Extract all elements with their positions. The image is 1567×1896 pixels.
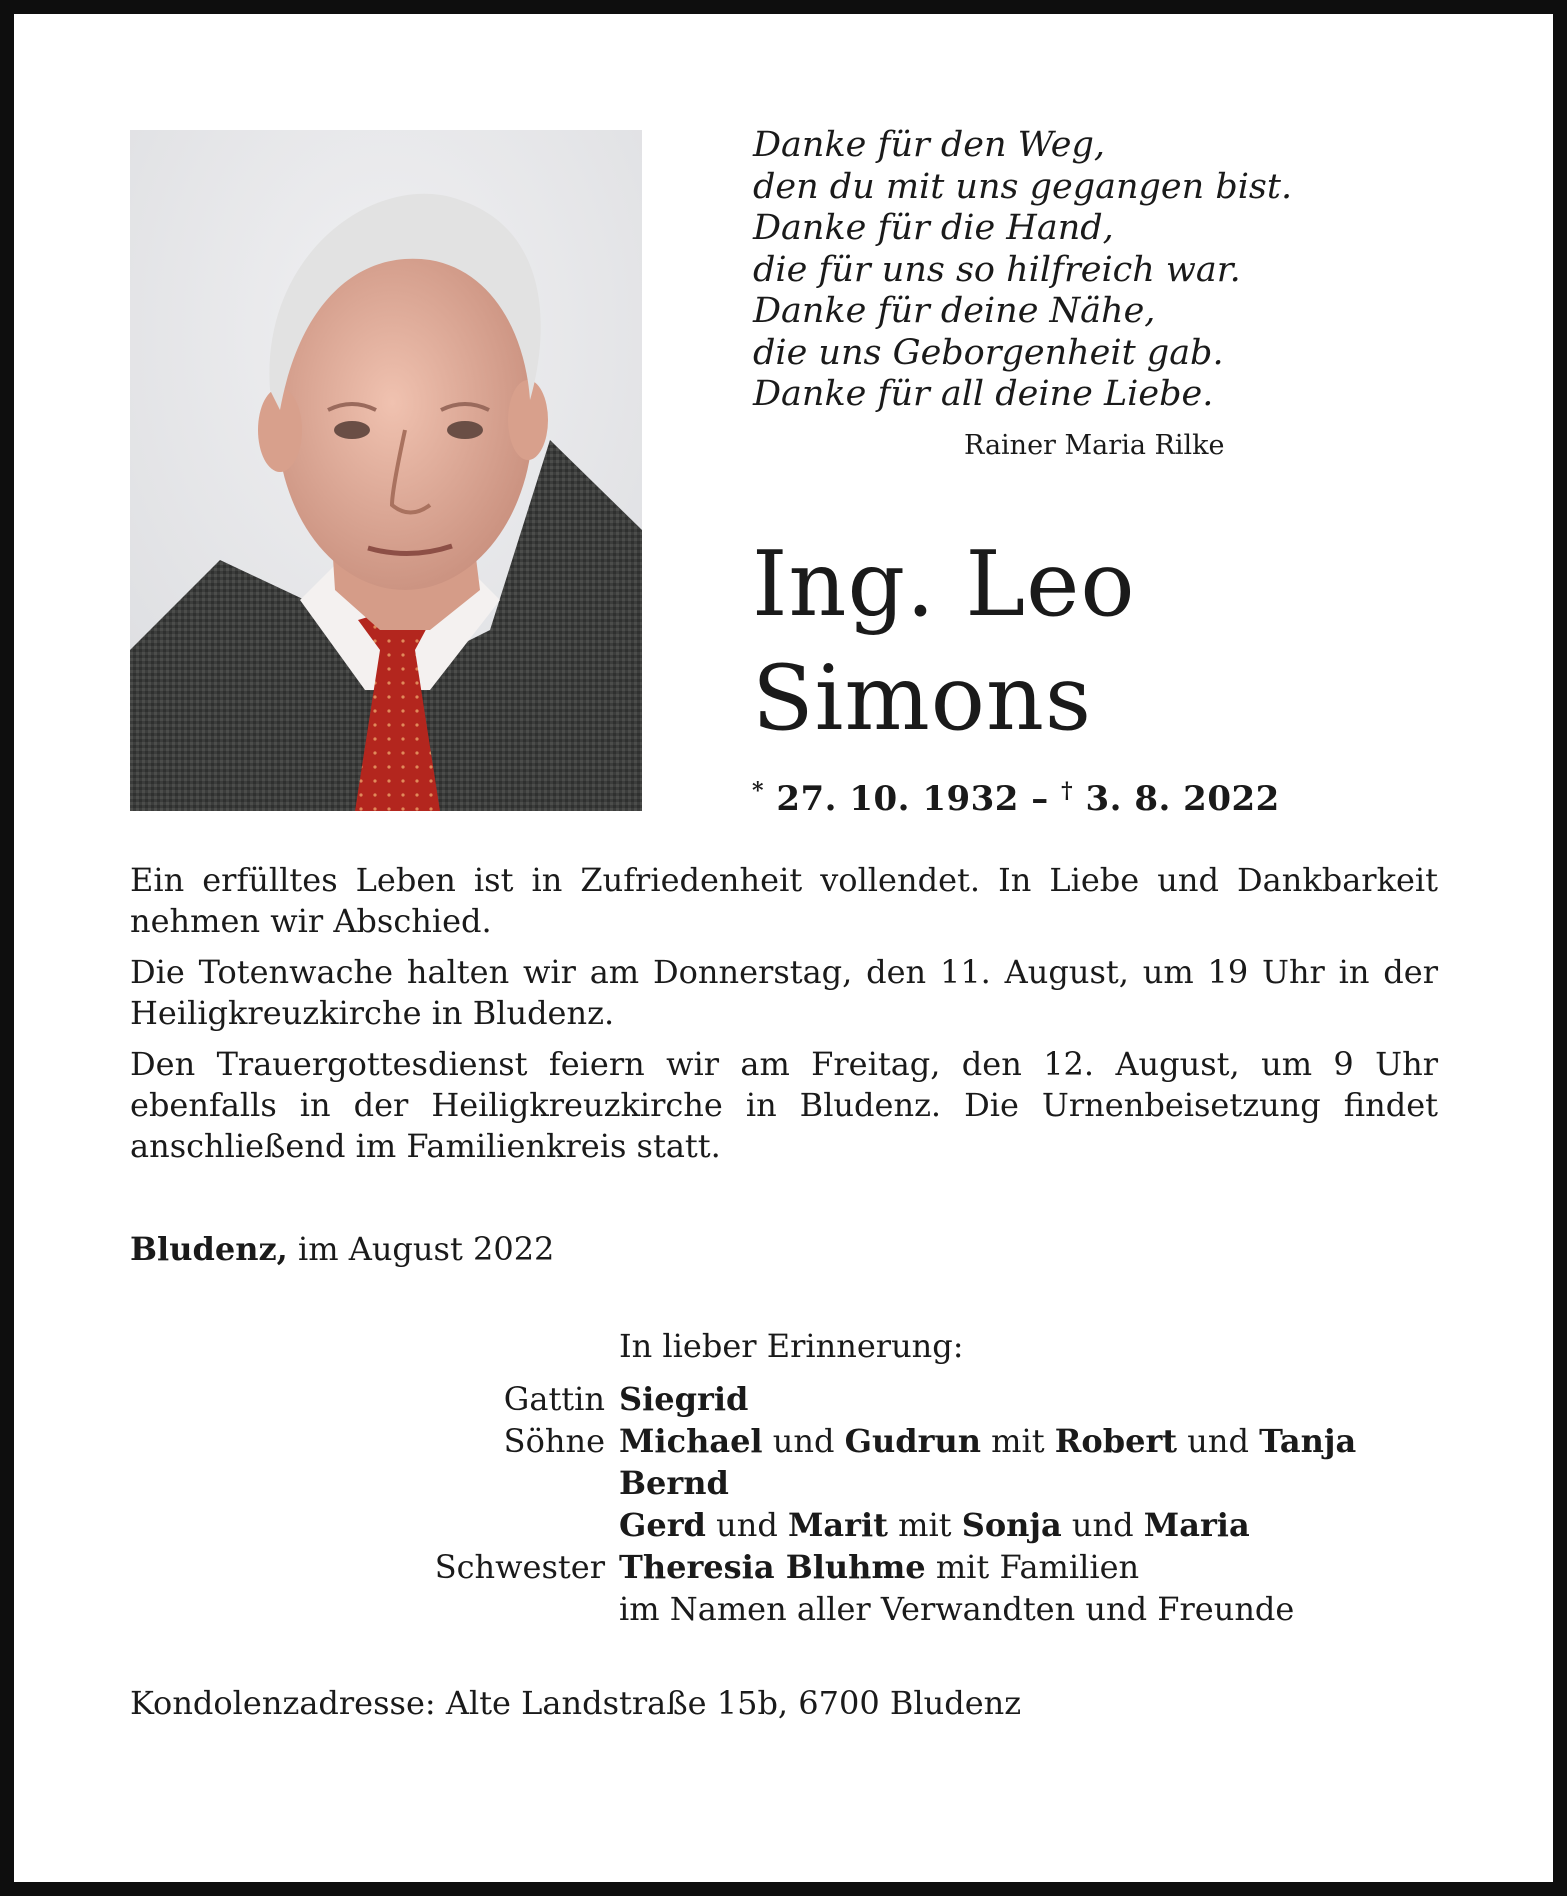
poem-author: Rainer Maria Rilke: [964, 430, 1225, 461]
death-date: 3. 8. 2022: [1085, 779, 1280, 819]
connector: mit: [887, 1506, 962, 1544]
poem-line: Danke für den Weg,: [753, 125, 1106, 165]
poem: [753, 125, 1313, 416]
paragraph: Ein erfülltes Leben ist in Zufriedenheit vollendet. In Liebe und Dankbarkeit nehmen wir Abschied.: [130, 861, 1438, 940]
memory-heading: In lieber Erinnerung:: [619, 1327, 964, 1365]
place-city: Bludenz,: [130, 1230, 288, 1268]
poem-line: die uns Geborgenheit gab.: [753, 332, 1224, 373]
portrait-photo: [130, 130, 642, 811]
poem-line: Danke für die Hand,: [753, 208, 1114, 248]
name-line-2: Simons: [752, 646, 1093, 751]
life-dates: [752, 778, 1280, 819]
mourner-name: Siegrid: [619, 1380, 749, 1418]
relation-label: Schwester: [434, 1548, 605, 1586]
death-symbol: †: [1061, 778, 1074, 804]
mourner-name: Bernd: [619, 1464, 729, 1502]
connector: und: [705, 1506, 788, 1544]
poem-line: Danke für all deine Liebe.: [753, 374, 1214, 414]
condolence-address: Kondolenzadresse: Alte Landstraße 15b, 6700 Bludenz: [130, 1684, 1022, 1722]
mourner-row: [380, 1462, 1460, 1504]
deceased-name: [752, 528, 1136, 756]
connector: und: [762, 1422, 845, 1460]
mourner-row: [380, 1546, 1460, 1588]
mourners-list: [380, 1378, 1460, 1630]
relation-label: Söhne: [503, 1422, 605, 1460]
paragraph: Die Totenwache halten wir am Donnerstag, den 11. August, um 19 Uhr in der Heiligkreuzkirche in Bludenz.: [130, 953, 1438, 1032]
mourner-name: Michael: [619, 1422, 763, 1460]
poem-line: die für uns so hilfreich war.: [753, 249, 1241, 290]
announcement-text: [130, 860, 1438, 1177]
birth-date: 27. 10. 1932: [776, 779, 1019, 819]
connector: und: [1061, 1506, 1144, 1544]
date-separator: –: [1018, 779, 1062, 819]
mourner-name: Marit: [787, 1506, 888, 1544]
mourner-row: [380, 1504, 1460, 1546]
closing-line: im Namen aller Verwandten und Freunde: [619, 1590, 1295, 1628]
mourner-name: Robert: [1054, 1422, 1178, 1460]
mourner-row: [380, 1420, 1460, 1462]
connector: mit: [980, 1422, 1055, 1460]
mourner-name: Gudrun: [844, 1422, 981, 1460]
birth-symbol: *: [752, 778, 765, 804]
connector: mit Familien: [925, 1548, 1140, 1586]
place-date: [130, 1230, 554, 1268]
poem-line: Danke für deine Nähe,: [753, 291, 1156, 331]
mourner-name: Tanja: [1259, 1422, 1357, 1460]
mourner-name: Theresia Bluhme: [619, 1548, 926, 1586]
mourner-name: Maria: [1143, 1506, 1250, 1544]
mourner-row: [380, 1588, 1460, 1630]
mourner-row: [380, 1378, 1460, 1420]
name-line-1: Ing. Leo: [752, 532, 1136, 637]
poem-line: den du mit uns gegangen bist.: [753, 166, 1293, 207]
relation-label: Gattin: [503, 1380, 605, 1418]
place-month: im August 2022: [287, 1230, 555, 1268]
paragraph: Den Trauergottesdienst feiern wir am Freitag, den 12. August, um 9 Uhr ebenfalls in der Heiligkreuzkirche in Bludenz. Die Urnenbeisetzung findet anschließend im Familienkreis statt.: [130, 1045, 1438, 1165]
mourner-name: Sonja: [961, 1506, 1062, 1544]
mourner-name: Gerd: [619, 1506, 706, 1544]
connector: und: [1177, 1422, 1260, 1460]
